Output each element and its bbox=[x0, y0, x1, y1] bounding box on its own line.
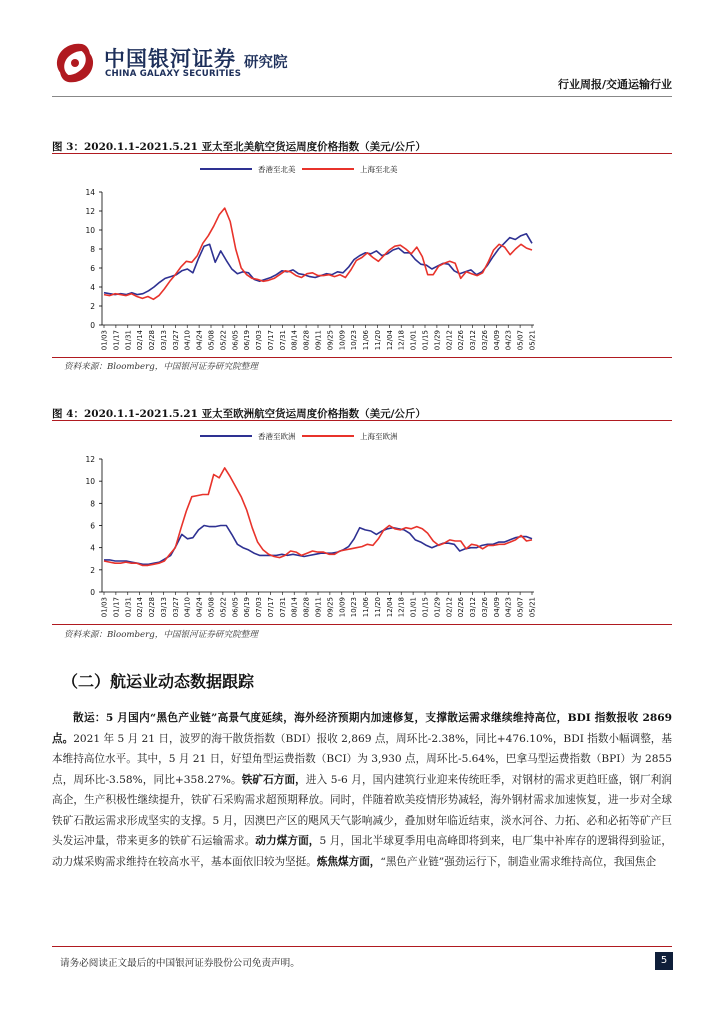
x-tick-label: 09/11 bbox=[314, 597, 323, 618]
x-tick-label: 03/12 bbox=[469, 330, 478, 351]
x-tick-label: 01/01 bbox=[409, 330, 418, 351]
x-tick-label: 05/07 bbox=[516, 597, 525, 618]
x-tick-label: 11/20 bbox=[373, 330, 382, 351]
y-tick-label: 10 bbox=[85, 226, 95, 235]
x-tick-label: 05/08 bbox=[207, 597, 216, 618]
y-tick-label: 12 bbox=[85, 207, 95, 216]
figure4-source: 资料来源：Bloomberg，中国银河证券研究院整理 bbox=[64, 630, 258, 640]
series-line-shanghai bbox=[104, 208, 532, 299]
x-tick-label: 04/09 bbox=[492, 597, 501, 618]
y-tick-label: 6 bbox=[90, 264, 95, 273]
iron-label: 铁矿石方面， bbox=[241, 773, 306, 786]
x-tick-label: 02/26 bbox=[457, 330, 466, 351]
x-tick-label: 05/07 bbox=[516, 330, 525, 351]
bulk-lead: 5 月国内“黑色产业链”高景气度延续，海外经济预期内加速修复，支撑散运需求继续维持高位，BDI 指数报收 2869 点。 bbox=[52, 712, 673, 745]
y-tick-label: 8 bbox=[90, 499, 95, 509]
x-tick-label: 03/27 bbox=[171, 597, 180, 618]
footer-divider bbox=[52, 946, 672, 947]
x-tick-label: 01/01 bbox=[409, 597, 418, 618]
x-tick-label: 03/12 bbox=[469, 597, 478, 618]
x-tick-label: 01/03 bbox=[100, 597, 109, 618]
x-tick-label: 03/26 bbox=[480, 597, 489, 618]
series-line-hongkong bbox=[104, 234, 532, 295]
legend-label: 上海至欧洲 bbox=[360, 432, 398, 441]
x-tick-label: 08/14 bbox=[290, 597, 299, 618]
logo-cn: 中国银河证券 bbox=[104, 47, 236, 71]
coke-label: 炼焦煤方面， bbox=[316, 855, 381, 868]
logo-en: CHINA GALAXY SECURITIES bbox=[105, 69, 242, 79]
x-tick-label: 01/31 bbox=[124, 597, 133, 618]
x-tick-label: 11/06 bbox=[362, 330, 371, 351]
x-tick-label: 10/23 bbox=[350, 597, 359, 618]
x-tick-label: 04/10 bbox=[183, 330, 192, 351]
x-tick-label: 02/26 bbox=[457, 597, 466, 618]
x-tick-label: 03/13 bbox=[159, 597, 168, 618]
figure3-chart bbox=[52, 156, 672, 356]
x-tick-label: 04/10 bbox=[183, 597, 192, 618]
x-tick-label: 10/09 bbox=[338, 597, 347, 618]
x-tick-label: 12/04 bbox=[385, 597, 394, 618]
x-tick-label: 03/26 bbox=[480, 330, 489, 351]
y-tick-label: 0 bbox=[90, 588, 95, 597]
legend-label: 香港至北美 bbox=[258, 165, 296, 174]
x-tick-label: 02/14 bbox=[136, 597, 145, 618]
figure3-title: 图 3：2020.1.1-2021.5.21 亚太至北美航空货运周度价格指数（美元/公斤） bbox=[52, 141, 426, 153]
x-tick-label: 03/27 bbox=[171, 330, 180, 351]
x-tick-label: 01/17 bbox=[112, 330, 121, 351]
x-tick-label: 07/03 bbox=[255, 330, 264, 351]
x-tick-label: 05/08 bbox=[207, 330, 216, 351]
x-tick-label: 02/12 bbox=[445, 597, 454, 618]
series-line-shanghai bbox=[104, 468, 532, 566]
page-number: 5 bbox=[655, 952, 673, 970]
x-tick-label: 06/05 bbox=[231, 597, 240, 618]
section-title: （二）航运业动态数据跟踪 bbox=[62, 672, 255, 691]
iron-text: 进入 5-6 月，国内建筑行业迎来传统旺季，对钢材的需求更趋旺盛，钢厂利润高企，生产积极性继续提升，铁矿石采购需求超预期释放。同时，伴随着欧美疫情形势减轻，海外钢材需求加速恢复，进一步对全球铁矿石散运需求形成坚实的支撑。5 月，因澳巴产区的飓风天气影响减少，叠加财年临近结束，淡水河谷、力拓、必和必拓等矿产巨头发运冲量，带来更多的铁矿石运输需求。 bbox=[52, 773, 672, 847]
x-tick-label: 10/23 bbox=[350, 330, 359, 351]
coke-text: “黑色产业链”强劲运行下，制造业需求维持高位，我国焦企 bbox=[380, 855, 657, 868]
institute-label: 研究院 bbox=[244, 55, 288, 71]
y-tick-label: 2 bbox=[90, 302, 95, 311]
x-tick-label: 07/31 bbox=[278, 330, 287, 351]
x-tick-label: 07/03 bbox=[255, 597, 264, 618]
figure4-title: 图 4：2020.1.1-2021.5.21 亚太至欧洲航空货运周度价格指数（美元/公斤） bbox=[52, 408, 426, 420]
x-tick-label: 10/09 bbox=[338, 330, 347, 351]
coal-text: 5 月，国北半球夏季用电高峰即将到来，电厂集中补库存的逻辑得到验证，动力煤采购需求维持在较高水平，基本面依旧较为坚挺。 bbox=[52, 835, 672, 868]
x-tick-label: 01/17 bbox=[112, 597, 121, 618]
bulk-label: 散运： bbox=[73, 712, 106, 724]
y-tick-label: 8 bbox=[90, 245, 95, 254]
x-tick-label: 02/28 bbox=[148, 597, 157, 618]
x-tick-label: 04/24 bbox=[195, 330, 204, 351]
x-tick-label: 01/29 bbox=[433, 597, 442, 618]
footer-disclaimer: 请务必阅读正文最后的中国银河证券股份公司免责声明。 bbox=[60, 958, 300, 969]
x-tick-label: 08/14 bbox=[290, 330, 299, 351]
y-tick-label: 4 bbox=[90, 283, 95, 292]
x-tick-label: 09/25 bbox=[326, 330, 335, 351]
x-tick-label: 06/19 bbox=[243, 597, 252, 618]
x-tick-label: 02/14 bbox=[136, 330, 145, 351]
figure3-bottom-rule bbox=[52, 357, 672, 358]
x-tick-label: 08/28 bbox=[302, 597, 311, 618]
x-tick-label: 06/19 bbox=[243, 330, 252, 351]
x-tick-label: 06/05 bbox=[231, 330, 240, 351]
x-tick-label: 12/18 bbox=[397, 330, 406, 351]
x-tick-label: 05/22 bbox=[219, 597, 228, 618]
legend-label: 上海至北美 bbox=[360, 165, 398, 174]
x-tick-label: 05/21 bbox=[528, 330, 537, 351]
series-line-hongkong bbox=[104, 526, 532, 565]
page-header bbox=[0, 0, 724, 100]
x-tick-label: 02/28 bbox=[148, 330, 157, 351]
x-tick-label: 12/18 bbox=[397, 597, 406, 618]
x-tick-label: 01/29 bbox=[433, 330, 442, 351]
y-tick-label: 12 bbox=[85, 455, 95, 464]
body-paragraph bbox=[52, 708, 672, 872]
bulk-text: 2021 年 5 月 21 日，波罗的海干散货指数（BDI）报收 2,869 点，周环比-2.38%，同比+476.10%，BDI 指数小幅调整，基本维持高位水平。其中，5 月 21 日，好望角型运费指数（BCI）为 3,930 点，周环比-5.64%，巴拿马型运费指数（BPI）为 2855 点，周环比-3.58%，同比+358.27%。 bbox=[52, 732, 672, 786]
x-tick-label: 08/28 bbox=[302, 330, 311, 351]
x-tick-label: 01/15 bbox=[421, 597, 430, 618]
figure3-source: 资料来源：Bloomberg，中国银河证券研究院整理 bbox=[64, 362, 258, 372]
x-tick-label: 07/31 bbox=[278, 597, 287, 618]
y-tick-label: 4 bbox=[90, 543, 95, 553]
x-tick-label: 11/20 bbox=[373, 597, 382, 618]
x-tick-label: 02/12 bbox=[445, 330, 454, 351]
x-tick-label: 05/21 bbox=[528, 597, 537, 618]
x-tick-label: 01/03 bbox=[100, 330, 109, 351]
y-tick-label: 14 bbox=[85, 188, 95, 197]
figure4-title-rule bbox=[52, 420, 672, 421]
figure3-title-rule bbox=[52, 153, 672, 154]
header-divider bbox=[52, 96, 672, 97]
y-tick-label: 10 bbox=[85, 477, 95, 487]
x-tick-label: 04/23 bbox=[504, 597, 513, 618]
report-type: 行业周报/交通运输行业 bbox=[557, 78, 672, 91]
coal-label: 动力煤方面， bbox=[255, 835, 320, 847]
x-tick-label: 03/13 bbox=[159, 330, 168, 351]
x-tick-label: 07/17 bbox=[266, 330, 275, 351]
x-tick-label: 12/04 bbox=[385, 330, 394, 351]
y-tick-label: 6 bbox=[90, 521, 95, 531]
figure4-bottom-rule bbox=[52, 624, 672, 625]
x-tick-label: 11/06 bbox=[362, 597, 371, 618]
x-tick-label: 04/24 bbox=[195, 597, 204, 618]
x-tick-label: 04/09 bbox=[492, 330, 501, 351]
figure4-chart bbox=[52, 423, 672, 623]
x-tick-label: 05/22 bbox=[219, 330, 228, 351]
y-tick-label: 2 bbox=[90, 565, 95, 575]
x-tick-label: 09/11 bbox=[314, 330, 323, 351]
galaxy-logo-icon bbox=[52, 40, 98, 86]
legend-label: 香港至欧洲 bbox=[258, 432, 296, 441]
x-tick-label: 01/31 bbox=[124, 330, 133, 351]
y-tick-label: 0 bbox=[90, 321, 95, 330]
x-tick-label: 09/25 bbox=[326, 597, 335, 618]
x-tick-label: 01/15 bbox=[421, 330, 430, 351]
x-tick-label: 04/23 bbox=[504, 330, 513, 351]
x-tick-label: 07/17 bbox=[266, 597, 275, 618]
